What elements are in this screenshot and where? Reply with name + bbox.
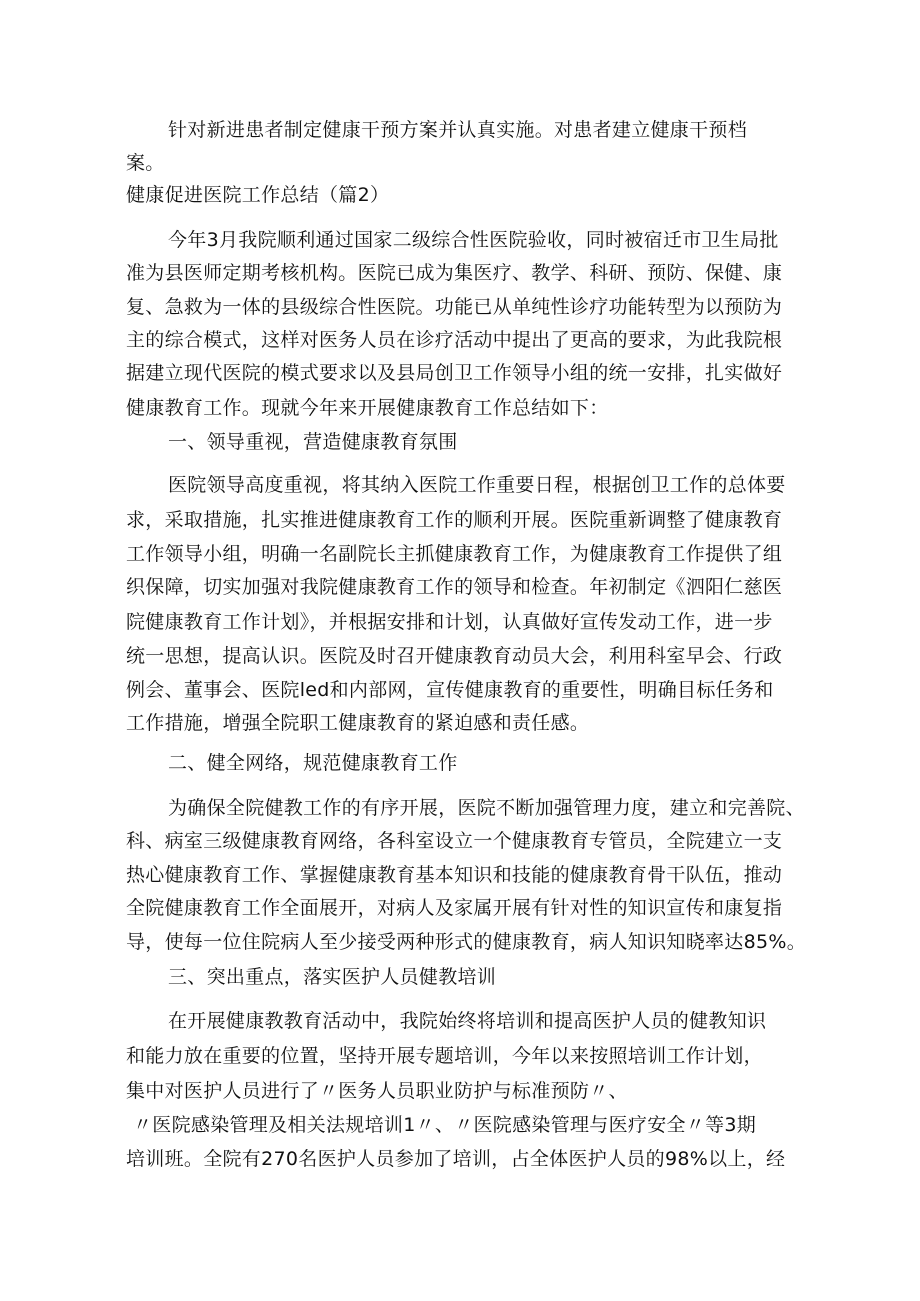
paragraph-line: 今年3月我院顺利通过国家二级综合性医院验收，同时被宿迁市卫生局批 <box>168 229 779 251</box>
paragraph-line: 集中对医护人员进行了〃医务人员职业防护与标准预防〃、 <box>126 1080 628 1102</box>
paragraph-line: 工作措施，增强全院职工健康教育的紧迫感和责任感。 <box>126 712 590 734</box>
section-heading: 一、领导重视，营造健康教育氛围 <box>168 431 458 453</box>
section-title: 健康促进医院工作总结（篇2） <box>126 184 390 206</box>
paragraph-line: 统一思想，提高认识。医院及时召开健康教育动员大会，利用科室早会、行政 <box>126 645 783 667</box>
paragraph-line: 主的综合模式，这样对医务人员在诊疗活动中提出了更高的要求，为此我院根 <box>126 329 783 351</box>
paragraph-line: 据建立现代医院的模式要求以及县局创卫工作领导小组的统一安排，扎实做好 <box>126 362 783 384</box>
paragraph-line: 培训班。全院有270名医护人员参加了培训，占全体医护人员的98%以上，经 <box>126 1148 786 1170</box>
section-heading: 二、健全网络，规范健康教育工作 <box>168 752 458 774</box>
paragraph-line: 科、病室三级健康教育网络，各科室设立一个健康教育专管员，全院建立一支 <box>126 830 783 852</box>
paragraph-line: 案。 <box>126 152 165 174</box>
paragraph-line: 医院领导高度重视，将其纳入医院工作重要日程，根据创卫工作的总体要 <box>168 474 786 496</box>
section-heading: 三、突出重点，落实医护人员健教培训 <box>168 966 497 988</box>
paragraph-line: 复、急救为一体的县级综合性医院。功能已从单纯性诊疗功能转型为以预防为 <box>126 296 783 318</box>
paragraph-line: 和能力放在重要的位置，坚持开展专题培训，今年以来按照培训工作计划， <box>126 1045 763 1067</box>
paragraph-line: 健康教育工作。现就今年来开展健康教育工作总结如下： <box>126 397 609 419</box>
paragraph-line: 〃医院感染管理及相关法规培训1〃、〃医院感染管理与医疗安全〃等3期 <box>133 1114 757 1136</box>
paragraph-line: 求，采取措施，扎实推进健康教育工作的顺利开展。医院重新调整了健康教育 <box>126 509 783 531</box>
paragraph-line: 为确保全院健教工作的有序开展，医院不断加强管理力度，建立和完善院、 <box>168 797 805 819</box>
paragraph-line: 例会、董事会、医院led和内部网，宣传健康教育的重要性，明确目标任务和 <box>126 679 774 701</box>
paragraph-line: 全院健康教育工作全面展开，对病人及家属开展有针对性的知识宣传和康复指 <box>126 897 783 919</box>
paragraph-line: 工作领导小组，明确一名副院长主抓健康教育工作，为健康教育工作提供了组 <box>126 543 783 565</box>
paragraph-line: 在开展健康教教育活动中，我院始终将培训和提高医护人员的健教知识 <box>168 1010 767 1032</box>
paragraph-line: 导，使每一位住院病人至少接受两种形式的健康教育，病人知识知晓率达85%。 <box>126 931 807 953</box>
paragraph-line: 准为县医师定期考核机构。医院已成为集医疗、教学、科研、预防、保健、康 <box>126 262 783 284</box>
paragraph-line: 院健康教育工作计划》，并根据安排和计划，认真做好宣传发动工作，进一步 <box>126 611 773 633</box>
paragraph-line: 织保障，切实加强对我院健康教育工作的领导和检查。年初制定《泗阳仁慈医 <box>126 576 783 598</box>
paragraph-line: 针对新进患者制定健康干预方案并认真实施。对患者建立健康干预档 <box>168 119 748 141</box>
paragraph-line: 热心健康教育工作、掌握健康教育基本知识和技能的健康教育骨干队伍，推动 <box>126 864 783 886</box>
